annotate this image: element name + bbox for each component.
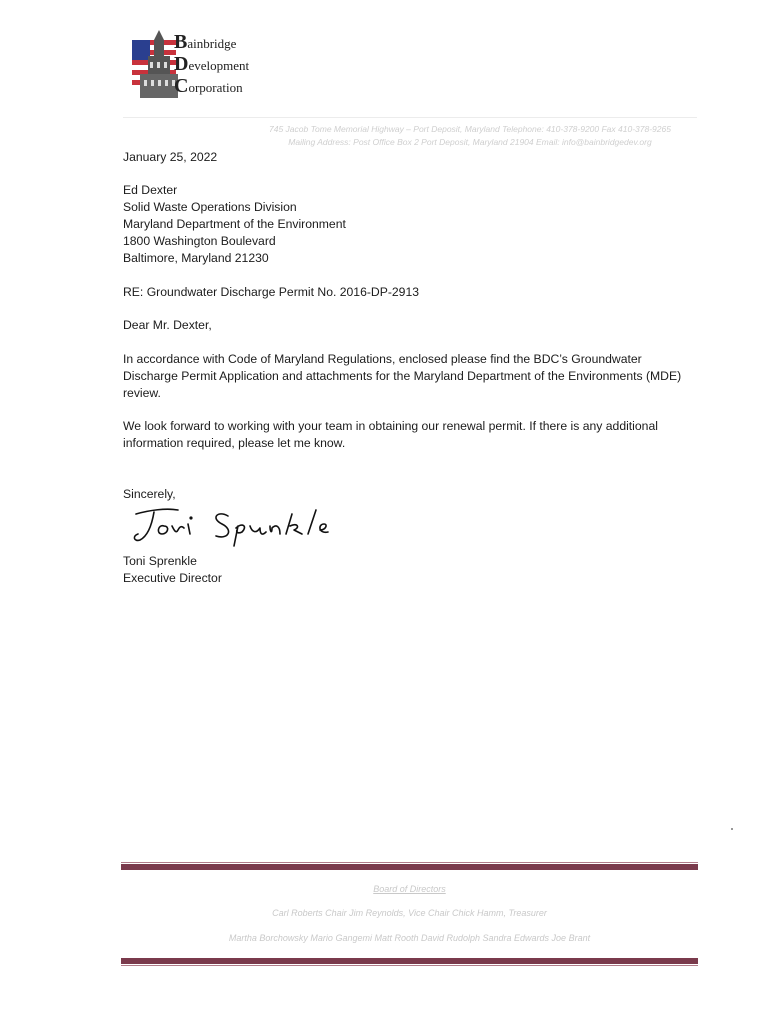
board-title-text: Board of Directors [373,884,446,894]
footer-top-rule [121,862,698,863]
signer-name: Toni Sprenkle [123,554,197,568]
signature-block [123,553,703,587]
scan-speck [731,828,733,830]
recipient-address [123,182,703,267]
footer-bottom-bar [121,958,698,964]
subject-line: RE: Groundwater Discharge Permit No. 2016-DP-2913 [123,285,420,299]
recipient-city: Baltimore, Maryland 21230 [123,251,269,265]
paragraph-1-line-3: review. [123,386,161,400]
company-name-line2: Development [174,53,250,75]
paragraph-1-line-2: Discharge Permit Application and attachments for the Maryland Department of the Environments (MDE) [123,369,682,383]
paragraph-1-line-1: In accordance with Code of Maryland Regulations, enclosed please find the BDC’s Groundwater [123,352,642,366]
paragraph-2-line-1: We look forward to working with your team in obtaining our renewal permit. If there is any additional [123,419,658,433]
recipient-name: Ed Dexter [123,183,178,197]
salutation: Dear Mr. Dexter, [123,318,212,332]
footer-top-bar [121,864,698,870]
letter-date: January 25, 2022 [123,150,218,164]
board-members: Martha Borchowsky Mario Gangemi Matt Rooth David Rudolph Sandra Edwards Joe Brant [228,933,591,943]
company-name-line1: Bainbridge [174,31,237,53]
header-divider [123,117,697,118]
contact-info [250,123,690,149]
signer-title: Executive Director [123,571,222,585]
recipient-department: Maryland Department of the Environment [123,217,346,231]
recipient-street: 1800 Washington Boulevard [123,234,276,248]
paragraph-2-line-2: information required, please let me know. [123,436,346,450]
contact-line-address: 745 Jacob Tome Memorial Highway – Port Deposit, Maryland Telephone: 410-378-9200 Fax 410-378-9265 [269,124,671,134]
company-name [174,32,249,98]
recipient-division: Solid Waste Operations Division [123,200,297,214]
paragraph-1 [123,351,703,402]
handwritten-signature [130,500,350,548]
closing: Sincerely, [123,487,176,501]
paragraph-2 [123,418,703,452]
board-officers: Carl Roberts Chair Jim Reynolds, Vice Chair Chick Hamm, Treasurer [272,908,547,918]
footer-bottom-rule [121,965,698,966]
contact-line-mailing: Mailing Address: Post Office Box 2 Port Deposit, Maryland 21904 Email: info@bainbridgedev.org [288,137,652,147]
board-title [121,884,698,894]
flag-canton [132,40,150,60]
company-name-line3: Corporation [174,75,243,97]
